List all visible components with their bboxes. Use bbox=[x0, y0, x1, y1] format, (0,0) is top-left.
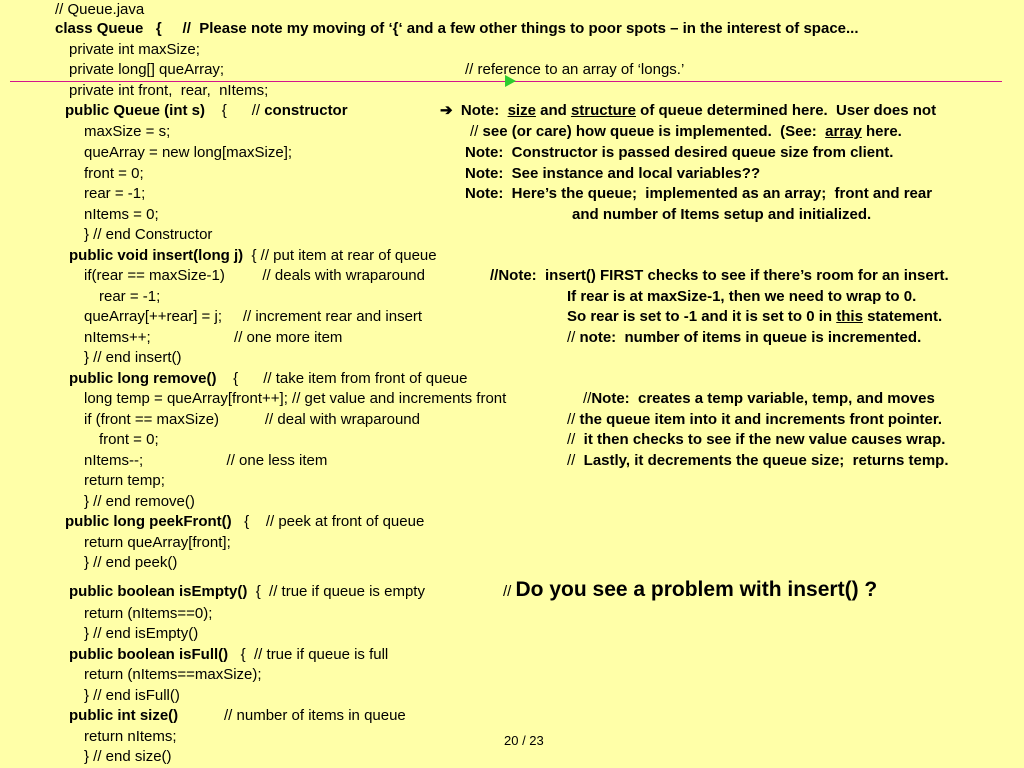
note-text: structure bbox=[570, 102, 636, 119]
code-line: rear = -1; bbox=[99, 288, 161, 305]
code-comment: // bbox=[503, 583, 516, 600]
method-signature: public void insert(long j) bbox=[69, 247, 244, 264]
note-text: // bbox=[567, 431, 584, 448]
question-line bbox=[503, 578, 877, 604]
method-line bbox=[65, 512, 424, 531]
note-line bbox=[567, 307, 942, 326]
code-line: if(rear == maxSize-1) // deals with wraparound bbox=[84, 267, 425, 284]
note-line bbox=[440, 101, 936, 120]
arrow-icon: ➔ bbox=[440, 102, 453, 119]
note-line bbox=[567, 430, 945, 449]
note-line: Note: Here’s the queue; implemented as an array; front and rear bbox=[465, 185, 933, 202]
note-text: statement. bbox=[862, 308, 943, 325]
code-line: private int maxSize; bbox=[69, 41, 200, 58]
method-signature: public boolean isFull() bbox=[69, 646, 229, 663]
code-line: } // end size() bbox=[84, 748, 172, 765]
note-text: here. bbox=[861, 123, 902, 140]
code-line: } // end Constructor bbox=[84, 226, 213, 243]
note-line bbox=[567, 410, 942, 429]
code-line: long temp = queArray[front++]; // get value and increments front bbox=[84, 390, 507, 407]
code-comment: { // peek at front of queue bbox=[231, 513, 425, 530]
note-text: note: number of items in queue is incremented. bbox=[579, 329, 922, 346]
file-comment: // Queue.java bbox=[55, 1, 145, 18]
code-line: return (nItems==maxSize); bbox=[84, 666, 262, 683]
note-text: of queue determined here. User does not bbox=[636, 102, 937, 119]
note-text: // bbox=[567, 329, 580, 346]
code-line: return queArray[front]; bbox=[84, 534, 231, 551]
note-line: and number of Items setup and initialized. bbox=[572, 206, 872, 223]
code-text: { // bbox=[221, 102, 265, 119]
note-text: Note: bbox=[460, 102, 508, 119]
code-line: maxSize = s; bbox=[84, 123, 171, 140]
method-line bbox=[69, 645, 388, 664]
note-line bbox=[470, 122, 902, 141]
note-text: size bbox=[507, 102, 536, 119]
code-comment: { // true if queue is full bbox=[228, 646, 389, 663]
class-header: class Queue { // Please note my moving of ‘{‘ and a few other things to poor spots – in the interest of space... bbox=[55, 20, 859, 37]
code-line: } // end remove() bbox=[84, 493, 195, 510]
note-line: If rear is at maxSize-1, then we need to wrap to 0. bbox=[567, 288, 917, 305]
code-line: return temp; bbox=[84, 472, 165, 489]
note-text: see (or care) how queue is implemented. (See: bbox=[482, 123, 826, 140]
method-signature: public boolean isEmpty() bbox=[69, 583, 248, 600]
note-line bbox=[567, 328, 921, 347]
note-text: it then checks to see if the new value causes wrap. bbox=[583, 431, 946, 448]
code-text: constructor bbox=[264, 102, 348, 119]
method-signature: public long remove() bbox=[69, 370, 217, 387]
note-text: and bbox=[535, 102, 571, 119]
code-line: } // end peek() bbox=[84, 554, 178, 571]
note-line: //Note: insert() FIRST checks to see if there’s room for an insert. bbox=[490, 267, 949, 284]
note-text: this bbox=[836, 308, 863, 325]
constructor-line bbox=[65, 101, 348, 120]
note-text: array bbox=[825, 123, 862, 140]
code-line: queArray[++rear] = j; // increment rear and insert bbox=[84, 308, 423, 325]
note-text: // bbox=[470, 123, 483, 140]
page-number: 20 / 23 bbox=[504, 733, 544, 748]
note-text: Note: creates a temp variable, temp, and moves bbox=[591, 390, 935, 407]
code-line: rear = -1; bbox=[84, 185, 146, 202]
note-line: Note: See instance and local variables?? bbox=[465, 165, 761, 182]
code-comment: { // true if queue is empty bbox=[247, 583, 425, 600]
note-line bbox=[583, 389, 935, 408]
code-line: } // end isFull() bbox=[84, 687, 180, 704]
note-text: Lastly, it decrements the queue size; returns temp. bbox=[583, 452, 949, 469]
method-signature: public Queue (int s) bbox=[65, 102, 206, 119]
code-line: private long[] queArray; bbox=[69, 61, 225, 78]
method-line bbox=[69, 369, 467, 388]
note-line: Note: Constructor is passed desired queue size from client. bbox=[465, 144, 894, 161]
code-line: return nItems; bbox=[84, 728, 177, 745]
code-line: } // end insert() bbox=[84, 349, 182, 366]
code-line: return (nItems==0); bbox=[84, 605, 213, 622]
code-line: nItems++; // one more item bbox=[84, 329, 343, 346]
code-line: queArray = new long[maxSize]; bbox=[84, 144, 293, 161]
code-comment: // number of items in queue bbox=[178, 707, 406, 724]
note-text: // bbox=[583, 390, 592, 407]
note-text: the queue item into it and increments front pointer. bbox=[579, 411, 943, 428]
method-signature: public long peekFront() bbox=[65, 513, 232, 530]
question-text: Do you see a problem with insert() ? bbox=[515, 578, 878, 601]
code-comment: { // put item at rear of queue bbox=[243, 247, 437, 264]
note-text: So rear is set to -1 and it is set to 0 in bbox=[567, 308, 837, 325]
method-line bbox=[69, 582, 425, 601]
code-line: private int front, rear, nItems; bbox=[69, 82, 269, 99]
code-line: if (front == maxSize) // deal with wraparound bbox=[84, 411, 420, 428]
method-line bbox=[69, 246, 437, 265]
code-line: nItems = 0; bbox=[84, 206, 159, 223]
code-line: front = 0; bbox=[84, 165, 144, 182]
note-text: // bbox=[567, 452, 584, 469]
code-line: front = 0; bbox=[99, 431, 159, 448]
note-line bbox=[567, 451, 949, 470]
code-line: nItems--; // one less item bbox=[84, 452, 328, 469]
method-line bbox=[69, 706, 406, 725]
note-text: // bbox=[567, 411, 580, 428]
code-comment: // reference to an array of ‘longs.’ bbox=[465, 61, 685, 78]
code-line: } // end isEmpty() bbox=[84, 625, 199, 642]
code-comment: { // take item from front of queue bbox=[216, 370, 468, 387]
method-signature: public int size() bbox=[69, 707, 179, 724]
